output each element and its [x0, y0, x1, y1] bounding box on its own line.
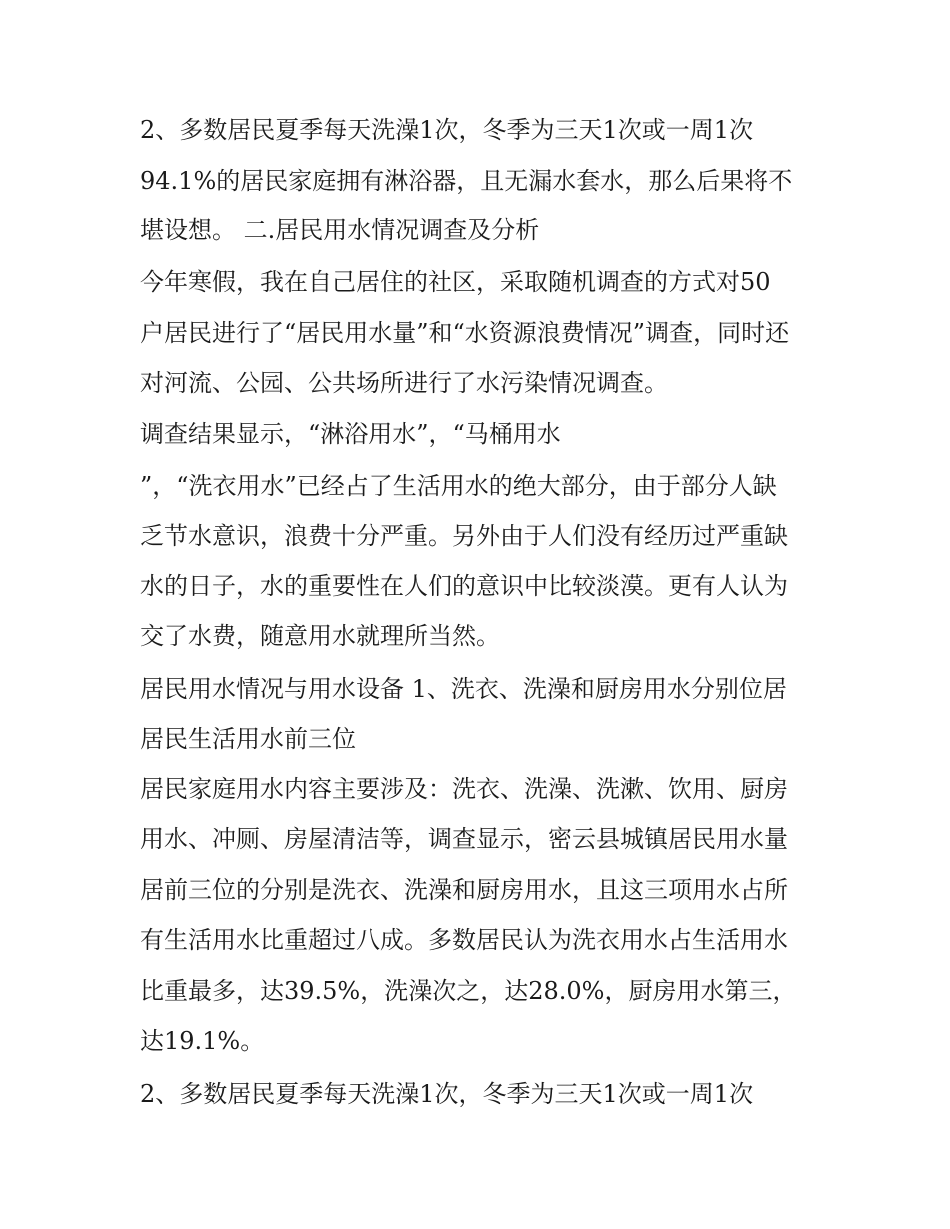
text-line: 调查结果显示，“淋浴用水”，“马桶用水 — [140, 420, 561, 448]
text-line: 2、多数居民夏季每天洗澡1次，冬季为三天1次或一周1次 — [140, 1080, 754, 1108]
text-line: 用水、冲厕、房屋清洁等，调查显示，密云县城镇居民用水量 — [140, 825, 788, 853]
text-line: 2、多数居民夏季每天洗澡1次，冬季为三天1次或一周1次 — [140, 116, 754, 144]
text-line: 今年寒假，我在自己居住的社区，采取随机调查的方式对50 — [140, 268, 771, 296]
text-line: ”，“洗衣用水”已经占了生活用水的绝大部分，由于部分人缺 — [140, 472, 777, 500]
text-line: 居民家庭用水内容主要涉及：洗衣、洗澡、洗漱、饮用、厨房 — [140, 775, 788, 803]
text-line: 户居民进行了“居民用水量”和“水资源浪费情况”调查，同时还 — [140, 319, 790, 347]
text-line: 达19.1%。 — [140, 1027, 265, 1055]
text-line: 对河流、公园、公共场所进行了水污染情况调查。 — [140, 369, 668, 397]
text-line: 94.1%的居民家庭拥有淋浴器，且无漏水套水，那么后果将不 — [140, 167, 793, 195]
text-line: 居民生活用水前三位 — [140, 725, 356, 753]
text-line: 堪设想。 二.居民用水情况调查及分析 — [140, 216, 540, 244]
text-line: 乏节水意识，浪费十分严重。另外由于人们没有经历过严重缺 — [140, 522, 788, 550]
text-line: 居前三位的分别是洗衣、洗澡和厨房用水，且这三项用水占所 — [140, 876, 788, 904]
text-line: 有生活用水比重超过八成。多数居民认为洗衣用水占生活用水 — [140, 926, 788, 954]
text-line: 居民用水情况与用水设备 1、洗衣、洗澡和厨房用水分别位居 — [140, 675, 787, 703]
text-line: 水的日子，水的重要性在人们的意识中比较淡漠。更有人认为 — [140, 572, 788, 600]
text-line: 比重最多，达39.5%，洗澡次之，达28.0%，厨房用水第三， — [140, 977, 797, 1005]
text-line: 交了水费，随意用水就理所当然。 — [140, 622, 500, 650]
